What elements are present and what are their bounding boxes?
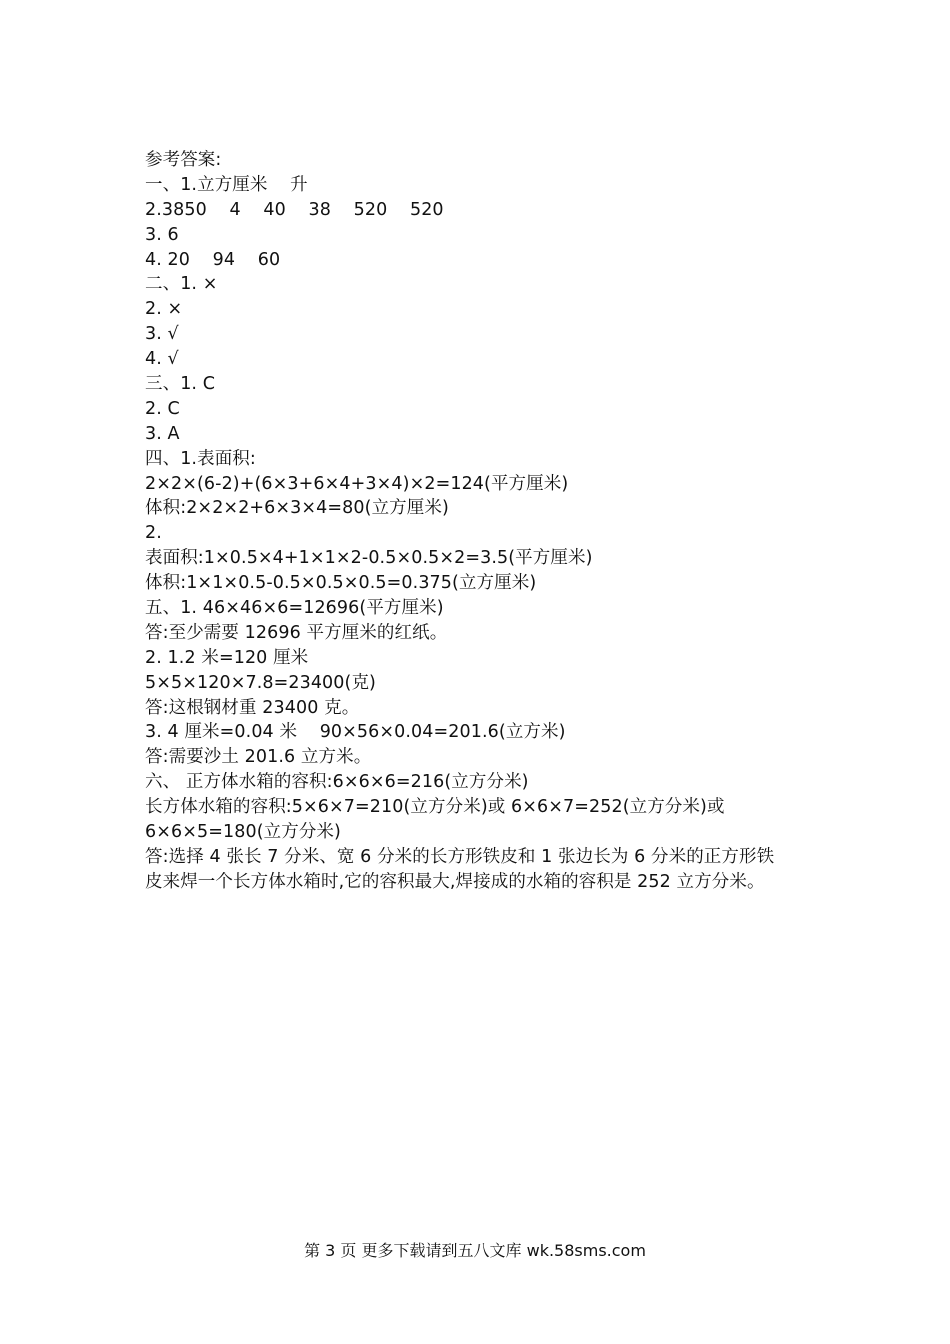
answer-line-18: 五、1. 46×46×6=12696(平方厘米) xyxy=(145,598,444,619)
answer-line-11: 3. A xyxy=(145,423,180,444)
answer-line-21: 5×5×120×7.8=23400(克) xyxy=(145,672,376,693)
answer-line-20: 2. 1.2 米=120 厘米 xyxy=(145,647,309,668)
answer-line-26: 长方体水箱的容积:5×6×7=210(立方分米)或 6×6×7=252(立方分米)或 xyxy=(145,797,725,818)
answer-line-16: 表面积:1×0.5×4+1×1×2-0.5×0.5×2=3.5(平方厘米) xyxy=(145,548,593,569)
answer-line-10: 2. C xyxy=(145,398,180,419)
answer-line-3: 3. 6 xyxy=(145,224,179,245)
answer-line-24: 答:需要沙土 201.6 立方米。 xyxy=(145,747,372,768)
answer-line-23: 3. 4 厘米=0.04 米 90×56×0.04=201.6(立方米) xyxy=(145,722,566,743)
answer-line-9: 三、1. C xyxy=(145,374,216,395)
answer-line-25: 六、 正方体水箱的容积:6×6×6=216(立方分米) xyxy=(145,772,529,793)
answer-line-4: 4. 20 94 60 xyxy=(145,249,281,270)
answer-line-19: 答:至少需要 12696 平方厘米的红纸。 xyxy=(145,622,448,643)
answer-line-14: 体积:2×2×2+6×3×4=80(立方厘米) xyxy=(145,498,449,519)
answer-line-13: 2×2×(6-2)+(6×3+6×4+3×4)×2=124(平方厘米) xyxy=(145,473,569,494)
answer-line-28: 答:选择 4 张长 7 分米、宽 6 分米的长方形铁皮和 1 张边长为 6 分米的正方形铁 xyxy=(145,846,775,867)
answer-line-8: 4. √ xyxy=(145,349,179,370)
answer-line-2: 2.3850 4 40 38 520 520 xyxy=(145,199,444,220)
page-footer: 第 3 页 更多下载请到五八文库 wk.58sms.com xyxy=(304,1241,646,1260)
answer-line-12: 四、1.表面积: xyxy=(145,448,256,469)
answer-heading: 参考答案: xyxy=(145,150,222,170)
answer-line-17: 体积:1×1×0.5-0.5×0.5×0.5=0.375(立方厘米) xyxy=(145,573,537,594)
answer-line-6: 2. × xyxy=(145,299,183,320)
answer-line-5: 二、1. × xyxy=(145,274,218,295)
answer-line-7: 3. √ xyxy=(145,324,179,345)
answer-text-block xyxy=(145,148,825,895)
answer-line-22: 答:这根钢材重 23400 克。 xyxy=(145,697,360,718)
answer-line-15: 2. xyxy=(145,523,162,544)
answer-line-29: 皮来焊一个长方体水箱时,它的容积最大,焊接成的水箱的容积是 252 立方分米。 xyxy=(145,871,765,892)
answer-line-1: 一、1.立方厘米 升 xyxy=(145,174,308,195)
answer-line-27: 6×6×5=180(立方分米) xyxy=(145,822,341,843)
